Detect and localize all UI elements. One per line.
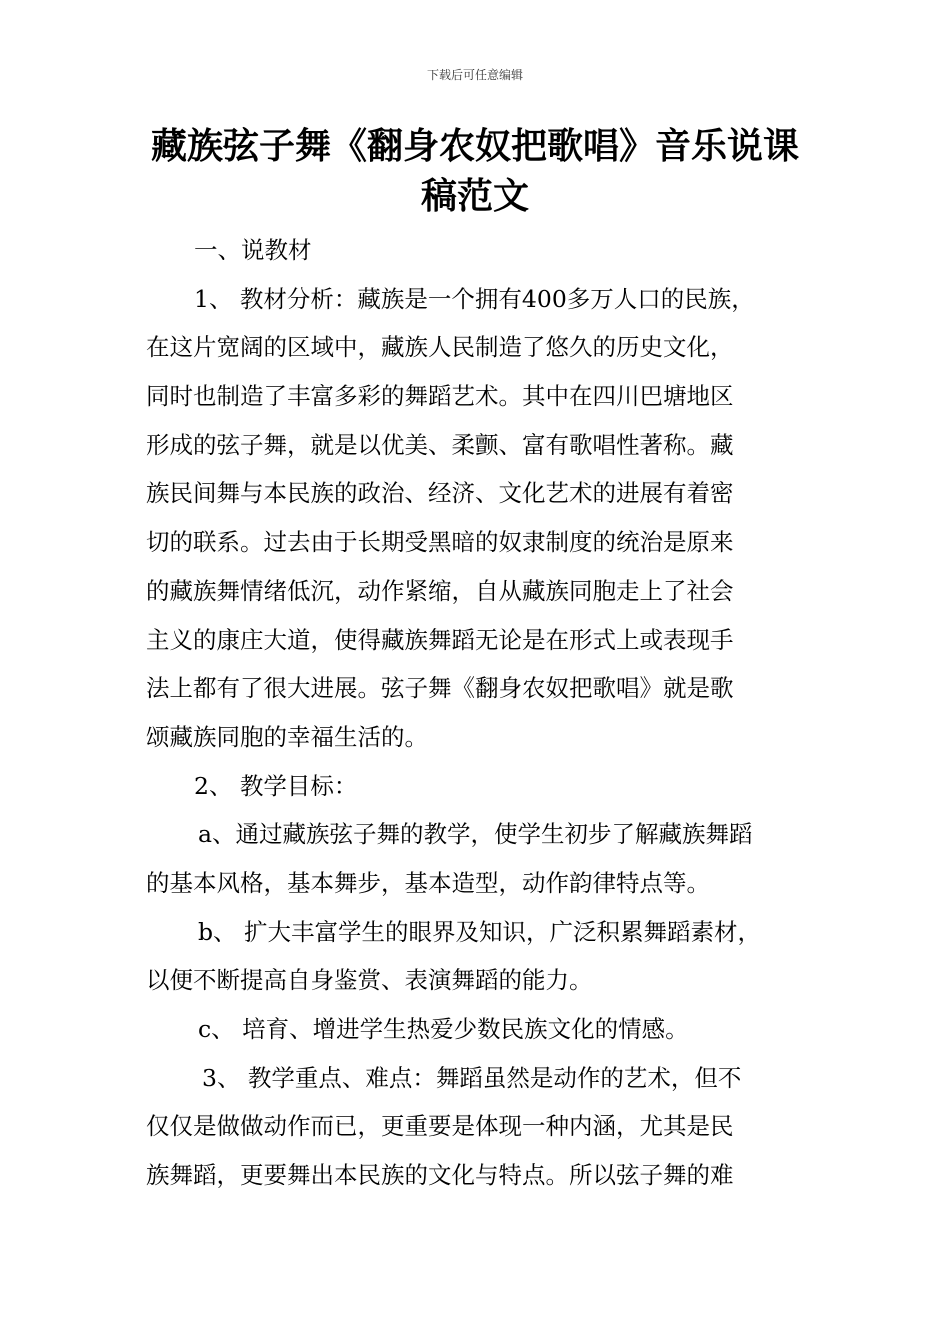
paragraph-line: 同时也制造了丰富多彩的舞蹈艺术。其中在四川巴塘地区 xyxy=(146,382,734,411)
paragraph-line: 切的联系。过去由于长期受黑暗的奴隶制度的统治是原来 xyxy=(146,528,734,557)
paragraph-line: a、通过藏族弦子舞的教学，使学生初步了解藏族舞蹈 xyxy=(198,820,753,849)
title-line-1: 藏族弦子舞《翻身农奴把歌唱》音乐说课 xyxy=(150,126,799,167)
paragraph-line: 主义的康庄大道，使得藏族舞蹈无论是在形式上或表现手 xyxy=(146,625,734,654)
paragraph-line: 形成的弦子舞，就是以优美、柔颤、富有歌唱性著称。藏 xyxy=(146,430,734,459)
paragraph-line: 3、 教学重点、难点：舞蹈虽然是动作的艺术，但不 xyxy=(202,1063,742,1092)
paragraph-line: 族舞蹈，更要舞出本民族的文化与特点。所以弦子舞的难 xyxy=(146,1161,734,1190)
paragraph-line: 族民间舞与本民族的政治、经济、文化艺术的进展有着密 xyxy=(146,479,734,508)
paragraph-line: b、 扩大丰富学生的眼界及知识，广泛积累舞蹈素材， xyxy=(198,917,762,946)
paragraph-line: 的藏族舞情绪低沉，动作紧缩，自从藏族同胞走上了社会 xyxy=(146,576,734,605)
paragraph-line: 颂藏族同胞的幸福生活的。 xyxy=(146,722,428,751)
paragraph-line: 在这片宽阔的区域中，藏族人民制造了悠久的历史文化， xyxy=(146,333,734,362)
title-line-2: 稿范文 xyxy=(420,176,529,217)
subsection-heading: 2、 教学目标： xyxy=(194,771,358,800)
section-heading: 一、说教材 xyxy=(194,236,312,264)
document-body xyxy=(146,226,826,1200)
paragraph-line: 法上都有了很大进展。弦子舞《翻身农奴把歌唱》就是歌 xyxy=(146,674,734,703)
paragraph-line: 以便不断提高自身鉴赏、表演舞蹈的能力。 xyxy=(146,966,593,995)
paragraph-line: 的基本风格，基本舞步，基本造型，动作韵律特点等。 xyxy=(146,868,710,897)
paragraph-line: c、 培育、增进学生热爱少数民族文化的情感。 xyxy=(198,1015,689,1043)
paragraph-line: 1、 教材分析：藏族是一个拥有400多万人口的民族， xyxy=(194,284,755,313)
header-note: 下载后可任意编辑 xyxy=(426,68,523,82)
document-title xyxy=(140,122,810,222)
paragraph-line: 仅仅是做做动作而已，更重要是体现一种内涵，尤其是民 xyxy=(146,1112,734,1141)
